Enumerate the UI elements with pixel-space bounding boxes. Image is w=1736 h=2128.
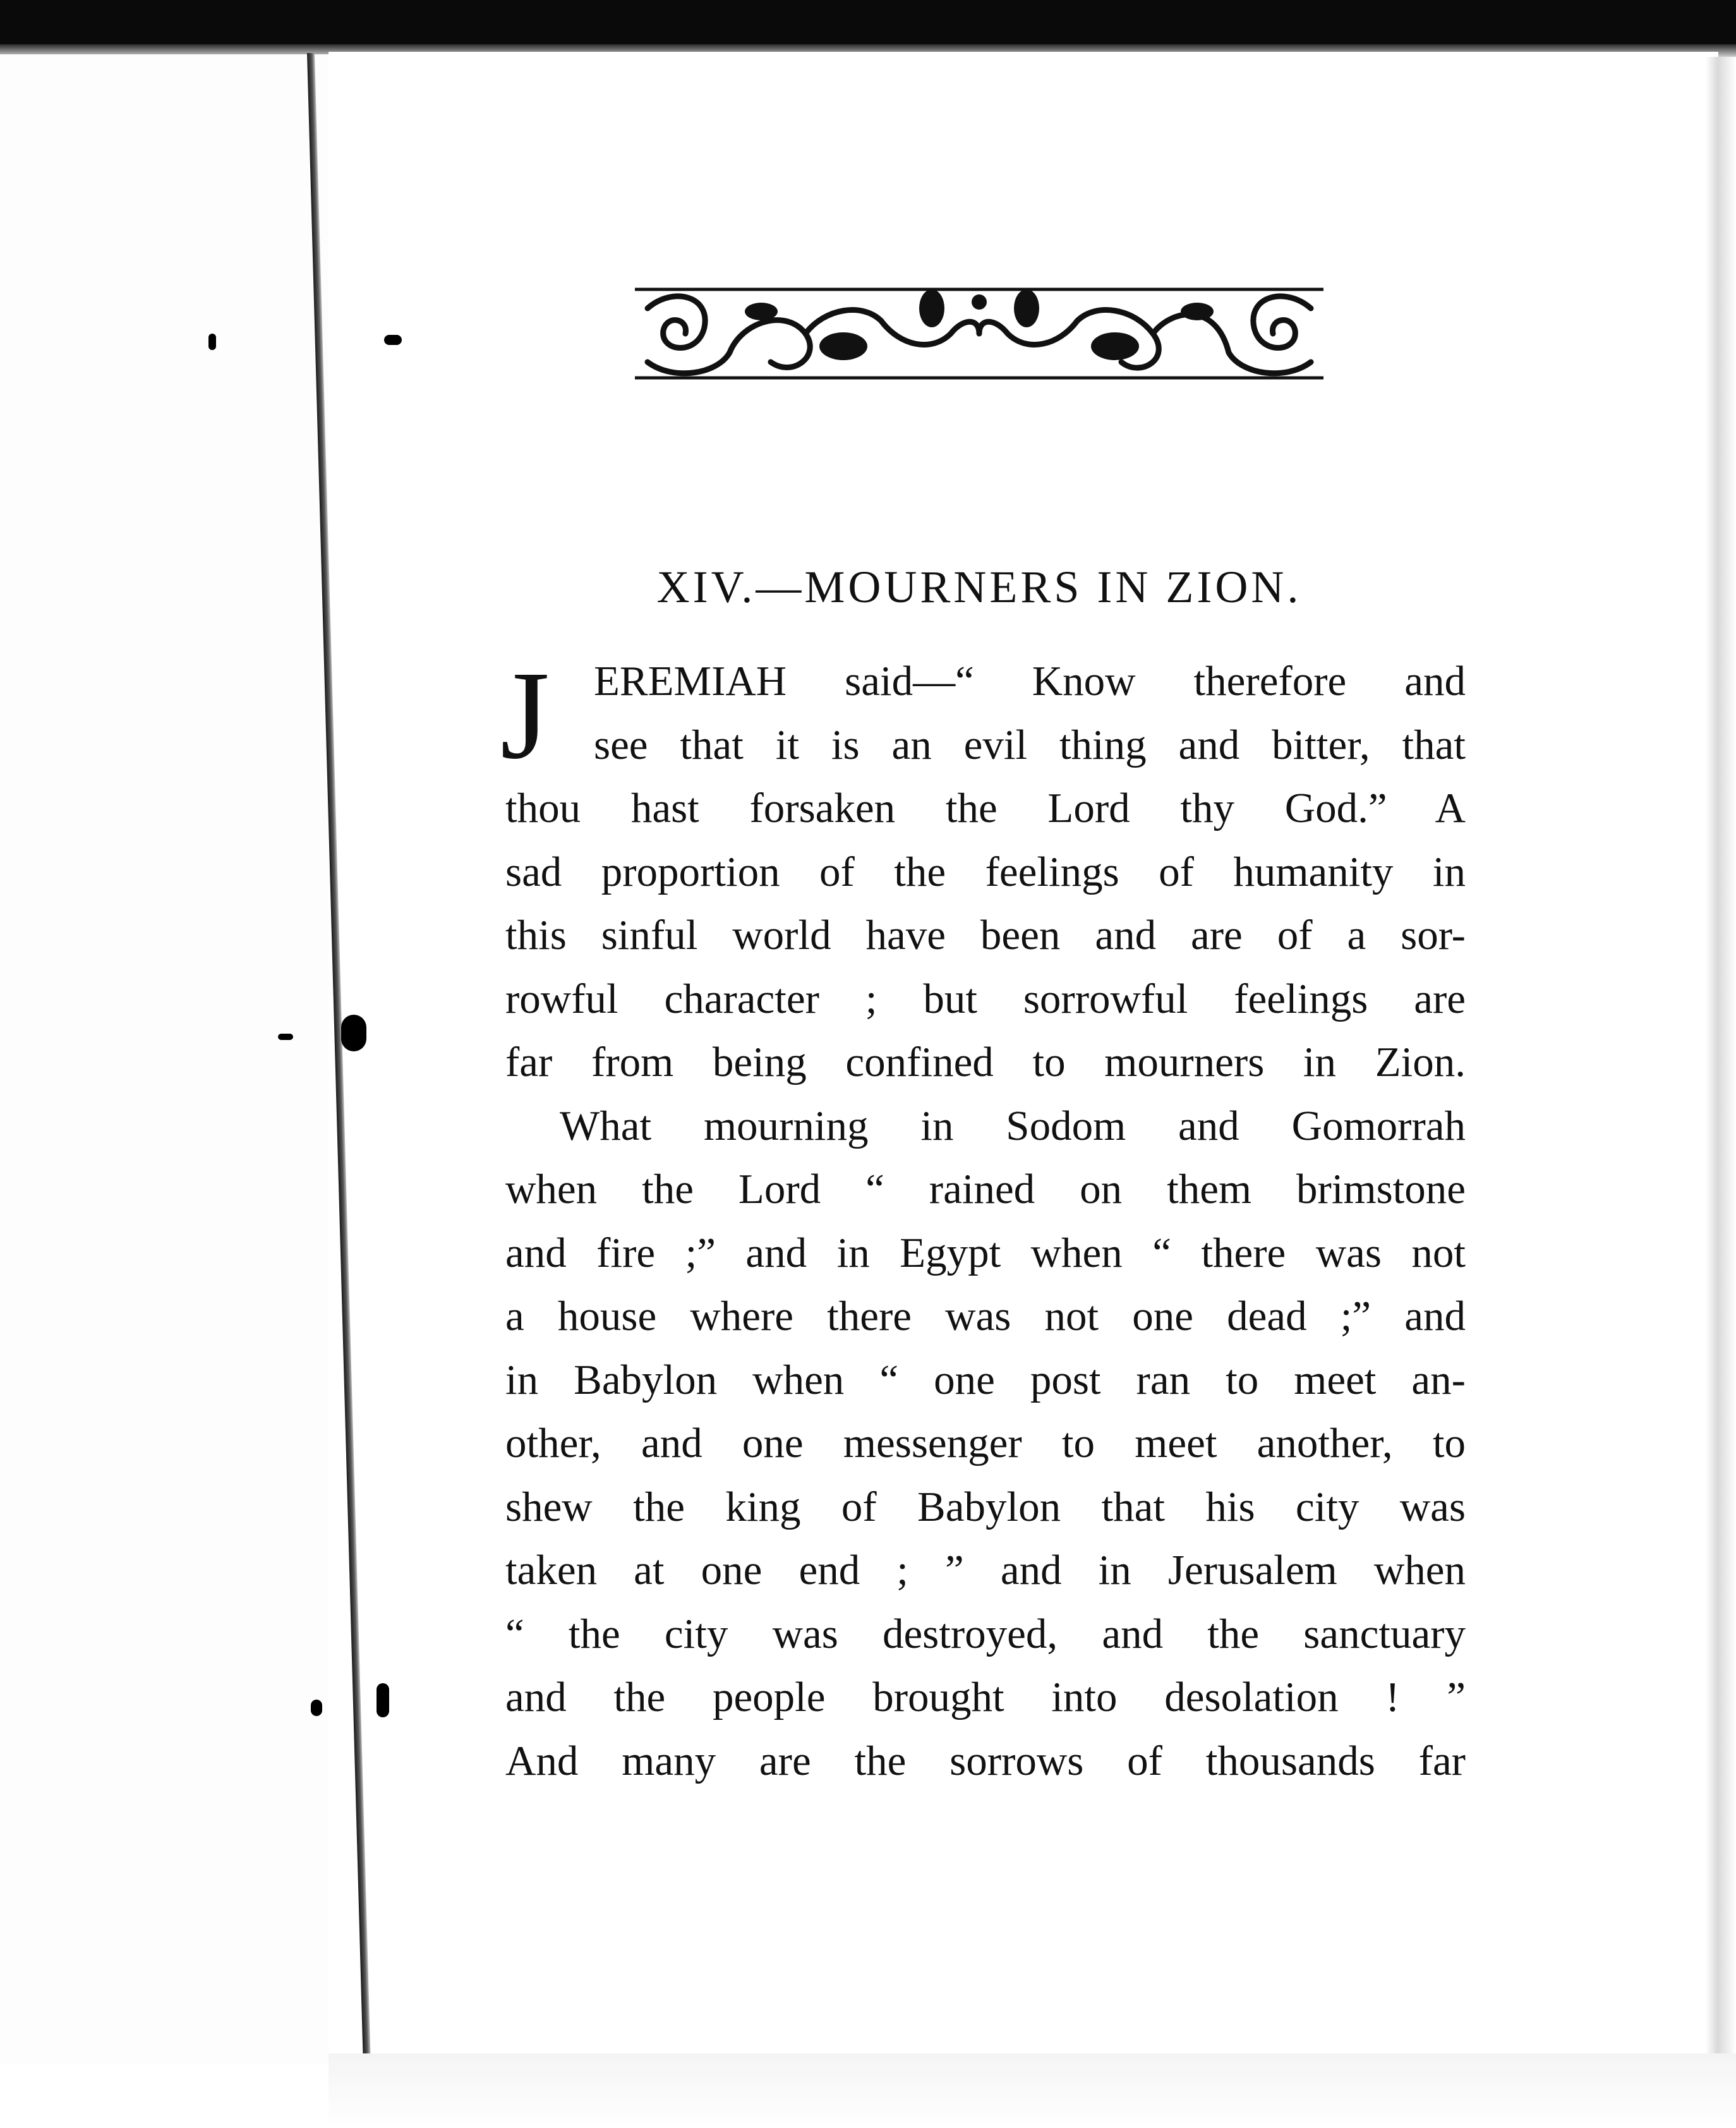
- text-line: EREMIAH said—“ Know therefore and: [594, 658, 1466, 704]
- stitch-mark: [208, 334, 216, 350]
- text-line: What mourning in Sodom and Gomorrah: [560, 1102, 1466, 1149]
- text-line: this sinful world have been and are of a sor-: [505, 912, 1466, 958]
- page-fore-edge: [1706, 57, 1736, 2079]
- text-line: and the people brought into desolation ! ”: [505, 1674, 1466, 1720]
- stitch-mark: [311, 1700, 322, 1716]
- text-line: a house where there was not one dead ;” and: [505, 1293, 1466, 1339]
- page-bottom-shadow: [329, 2053, 1736, 2128]
- text-line: thou hast forsaken the Lord thy God.” A: [505, 785, 1466, 831]
- text-line: “ the city was destroyed, and the sanctuary: [505, 1610, 1466, 1657]
- text-line: sad proportion of the feelings of humanity in: [505, 848, 1466, 895]
- stitch-mark: [377, 1683, 389, 1717]
- drop-cap: J: [500, 646, 550, 785]
- stitch-mark: [384, 335, 402, 345]
- text-line: other, and one messenger to meet another, to: [505, 1420, 1466, 1466]
- floral-scroll-headpiece-icon: [635, 283, 1323, 384]
- scanner-top-edge: [0, 0, 1736, 51]
- text-line: far from being confined to mourners in Zion.: [505, 1039, 1466, 1085]
- stitch-mark: [341, 1015, 366, 1051]
- text-line: and fire ;” and in Egypt when “ there was not: [505, 1229, 1466, 1276]
- page-body-text: [500, 646, 1466, 1792]
- text-line: rowful character ; but sorrowful feelings are: [505, 975, 1466, 1022]
- text-line: see that it is an evil thing and bitter, that: [594, 721, 1466, 768]
- text-line: And many are the sorrows of thousands far: [505, 1737, 1466, 1784]
- text-line: when the Lord “ rained on them brimstone: [505, 1166, 1466, 1212]
- chapter-title: XIV.—MOURNERS IN ZION.: [656, 562, 1302, 612]
- text-line: taken at one end ; ” and in Jerusalem when: [505, 1547, 1466, 1593]
- text-line: in Babylon when “ one post ran to meet an-: [505, 1356, 1466, 1403]
- stitch-mark: [278, 1034, 293, 1040]
- text-line: shew the king of Babylon that his city was: [505, 1483, 1466, 1530]
